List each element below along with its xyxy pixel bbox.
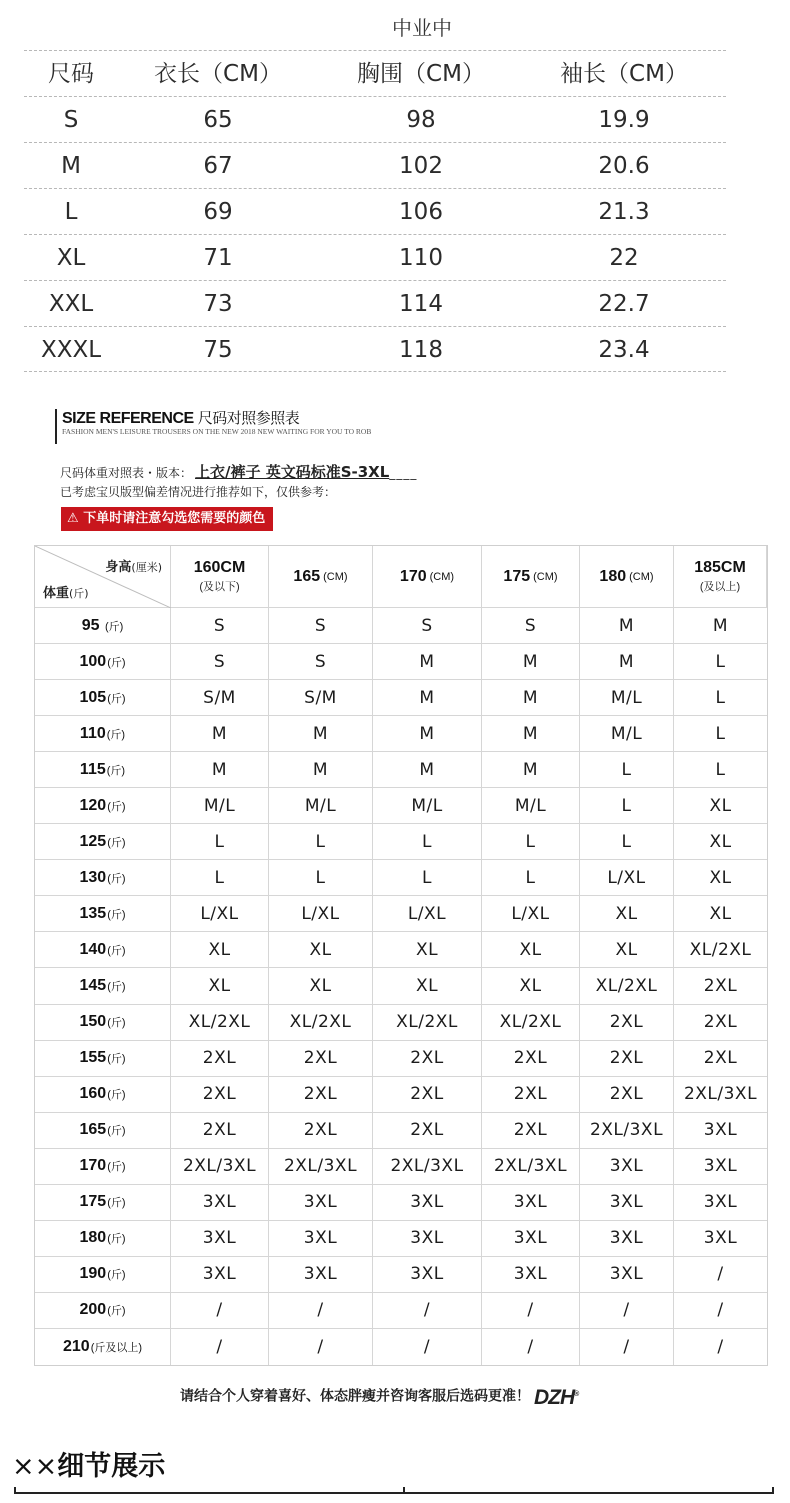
size-recommendation-cell: XL xyxy=(269,932,373,968)
chest-cell: 106 xyxy=(399,199,443,225)
weight-value: 190 xyxy=(79,1265,107,1283)
size-recommendation-cell: S xyxy=(171,644,269,680)
size-recommendation-cell: 3XL xyxy=(674,1221,767,1257)
chest-cell: 102 xyxy=(399,153,443,179)
size-recommendation-cell: M/L xyxy=(373,788,482,824)
size-recommendation-cell: M/L xyxy=(580,680,674,716)
weight-unit: (斤) xyxy=(107,908,126,921)
size-recommendation-cell: M xyxy=(373,752,482,788)
size-recommendation-cell: 2XL xyxy=(674,1041,767,1077)
size-recommendation-cell: S xyxy=(269,644,373,680)
size-recommendation-cell: 2XL xyxy=(674,1005,767,1041)
size-recommendation-cell: / xyxy=(482,1293,580,1329)
size-recommendation-cell: L xyxy=(674,716,767,752)
size-recommendation-cell: L xyxy=(482,824,580,860)
size-recommendation-cell: L/XL xyxy=(580,860,674,896)
weight-value: 170 xyxy=(79,1157,107,1175)
size-recommendation-cell: M xyxy=(171,752,269,788)
measurement-table xyxy=(24,50,726,372)
version-note xyxy=(60,461,417,482)
weight-unit: (斤) xyxy=(107,1305,126,1318)
weight-value: 150 xyxy=(79,1013,107,1031)
size-recommendation-cell: L xyxy=(373,860,482,896)
size-recommendation-cell: M/L xyxy=(482,788,580,824)
size-advice-text: 请结合个人穿着喜好、体态胖瘦并咨询客服后选码更准！ xyxy=(180,1388,530,1405)
size-recommendation-cell: 3XL xyxy=(171,1221,269,1257)
size-recommendation-cell: L xyxy=(269,860,373,896)
header-chest: 胸围（CM） xyxy=(357,61,485,87)
height-unit: (CM) xyxy=(429,570,455,583)
size-recommendation-cell: M xyxy=(482,644,580,680)
length-cell: 69 xyxy=(203,199,233,225)
corner-height-unit: (厘米) xyxy=(131,561,162,574)
size-recommendation-cell: M xyxy=(171,716,269,752)
size-cell: XXL xyxy=(48,291,94,317)
detail-section-title xyxy=(12,1444,165,1483)
size-recommendation-cell: M/L xyxy=(269,788,373,824)
weight-unit: (斤) xyxy=(107,1197,126,1210)
weight-value: 100 xyxy=(79,652,107,670)
length-cell: 71 xyxy=(203,245,233,271)
size-recommendation-cell: 2XL xyxy=(269,1113,373,1149)
size-recommendation-cell: XL/2XL xyxy=(674,932,767,968)
size-recommendation-cell: M/L xyxy=(171,788,269,824)
size-recommendation-cell: 2XL xyxy=(171,1113,269,1149)
weight-unit: (斤及以上) xyxy=(90,1341,143,1354)
height-column-header xyxy=(373,546,482,608)
size-recommendation-cell: 2XL xyxy=(580,1041,674,1077)
weight-row-header xyxy=(35,932,171,968)
size-recommendation-cell: M xyxy=(482,752,580,788)
corner-weight-label xyxy=(43,582,89,601)
size-recommendation-cell: 3XL xyxy=(674,1113,767,1149)
brand-logo-mark: ® xyxy=(574,1391,579,1398)
weight-unit: (斤) xyxy=(107,692,126,705)
weight-value: 115 xyxy=(79,760,106,778)
size-recommendation-cell: M xyxy=(580,644,674,680)
version-note-prefix: 尺码体重对照表・版本： xyxy=(60,466,193,480)
size-recommendation-cell: 3XL xyxy=(580,1221,674,1257)
weight-unit: (斤) xyxy=(107,1269,126,1282)
size-recommendation-cell: L/XL xyxy=(269,896,373,932)
size-recommendation-cell: / xyxy=(717,1336,724,1357)
detail-title-text: 细节展示 xyxy=(57,1451,166,1482)
size-recommendation-cell: 2XL xyxy=(674,968,767,1004)
weight-unit: (斤) xyxy=(107,1017,126,1030)
size-recommendation-cell: XL xyxy=(580,896,674,932)
size-recommendation-cell: XL xyxy=(674,896,767,932)
size-recommendation-cell: 3XL xyxy=(580,1185,674,1221)
size-recommendation-cell: L xyxy=(482,860,580,896)
size-recommendation-cell: XL xyxy=(171,932,269,968)
size-recommendation-cell: S xyxy=(269,608,373,644)
measurement-row xyxy=(24,142,726,188)
chest-cell: 110 xyxy=(399,245,443,271)
size-recommendation-cell: 3XL xyxy=(482,1185,580,1221)
size-recommendation-cell: 3XL xyxy=(674,1185,767,1221)
size-recommendation-cell: / xyxy=(674,1293,767,1329)
size-recommendation-cell: XL/2XL xyxy=(269,1005,373,1041)
size-recommendation-cell: XL/2XL xyxy=(373,1005,482,1041)
color-warning-banner xyxy=(61,507,273,531)
size-recommendation-cell: 3XL xyxy=(482,1221,580,1257)
height-unit: (CM) xyxy=(533,570,558,583)
weight-row-header xyxy=(35,1113,171,1149)
size-recommendation-cell: 2XL/3XL xyxy=(171,1149,269,1185)
size-recommendation-cell: M xyxy=(373,716,482,752)
size-recommendation-cell: 3XL xyxy=(373,1185,482,1221)
sleeve-cell: 21.3 xyxy=(598,199,650,225)
size-recommendation-cell: 2XL xyxy=(482,1077,580,1113)
size-recommendation-cell: L xyxy=(580,788,674,824)
size-recommendation-cell: 2XL xyxy=(269,1041,373,1077)
corner-weight-unit: (斤) xyxy=(69,587,89,600)
length-cell: 67 xyxy=(203,153,233,179)
weight-row-header xyxy=(35,1329,171,1365)
size-reference-title-en: SIZE REFERENCE xyxy=(62,410,194,427)
weight-row-header xyxy=(35,752,171,788)
size-reference-title xyxy=(62,407,299,428)
size-recommendation-cell: L xyxy=(580,752,674,788)
weight-unit: (斤) xyxy=(107,1053,126,1066)
size-recommendation-cell: / xyxy=(269,1329,373,1365)
size-recommendation-cell: L/XL xyxy=(171,896,269,932)
weight-row-header xyxy=(35,1185,171,1221)
size-grid xyxy=(34,545,768,1366)
weight-row-header xyxy=(35,644,171,680)
size-recommendation-cell: / xyxy=(269,1293,373,1329)
size-recommendation-cell: XL xyxy=(674,788,767,824)
weight-value: 160 xyxy=(79,1085,107,1103)
size-recommendation-cell: XL xyxy=(674,860,767,896)
height-unit: (CM) xyxy=(629,570,654,583)
size-cell: XXXL xyxy=(40,337,102,363)
size-recommendation-cell: 2XL xyxy=(171,1077,269,1113)
size-reference-subtitle: FASHION MEN'S LEISURE TROUSERS ON THE NEW 2018 NEW WAITING FOR YOU TO ROB xyxy=(62,427,372,436)
sleeve-cell: 20.6 xyxy=(598,153,650,179)
weight-value: 130 xyxy=(79,868,107,886)
weight-row-header xyxy=(35,608,171,644)
weight-unit: (斤) xyxy=(107,1089,126,1102)
size-recommendation-cell: 2XL/3XL xyxy=(580,1113,674,1149)
size-recommendation-cell: 2XL xyxy=(269,1077,373,1113)
chest-cell: 114 xyxy=(399,291,443,317)
size-cell: XL xyxy=(56,245,86,271)
heading-accent-bar xyxy=(55,409,57,444)
size-recommendation-cell: S xyxy=(482,608,580,644)
weight-unit: (斤) xyxy=(107,1161,126,1174)
weight-row-header xyxy=(35,1077,171,1113)
weight-value: 120 xyxy=(79,796,107,814)
size-recommendation-cell: XL xyxy=(171,968,269,1004)
weight-value: 165 xyxy=(79,1121,107,1139)
weight-value: 135 xyxy=(79,904,107,922)
brand-logo-text: DZH xyxy=(534,1386,575,1409)
corner-height-label xyxy=(105,556,162,575)
weight-unit: (斤) xyxy=(107,1233,126,1246)
size-recommendation-cell: 2XL/3XL xyxy=(373,1149,482,1185)
size-recommendation-cell: XL/2XL xyxy=(482,1005,580,1041)
header-sleeve: 袖长（CM） xyxy=(560,61,688,87)
size-recommendation-cell: M xyxy=(580,608,674,644)
size-recommendation-cell: L xyxy=(269,824,373,860)
measurement-row xyxy=(24,234,726,280)
weight-value: 105 xyxy=(79,688,107,706)
size-recommendation-cell: / xyxy=(580,1329,674,1365)
height-value: 170 xyxy=(399,567,427,585)
size-recommendation-cell: 3XL xyxy=(674,1149,767,1185)
size-recommendation-cell: / xyxy=(373,1293,482,1329)
size-recommendation-cell: 3XL xyxy=(373,1257,482,1293)
weight-value: 145 xyxy=(79,976,107,994)
size-advice xyxy=(180,1383,578,1410)
weight-value: 155 xyxy=(79,1049,107,1067)
weight-value: 110 xyxy=(79,724,106,742)
detail-title-prefix: ×× xyxy=(12,1451,58,1482)
sleeve-cell: 22 xyxy=(609,245,639,271)
size-recommendation-cell: XL xyxy=(674,824,767,860)
weight-row-header xyxy=(35,1149,171,1185)
weight-row-header xyxy=(35,1293,171,1329)
length-cell: 65 xyxy=(203,107,233,133)
corner-height-text: 身高 xyxy=(105,560,132,575)
size-recommendation-cell: XL xyxy=(269,968,373,1004)
size-recommendation-cell: M xyxy=(269,752,373,788)
top-caption: 中业中 xyxy=(392,16,452,40)
size-recommendation-cell: M/L xyxy=(580,716,674,752)
size-recommendation-cell: 2XL xyxy=(373,1041,482,1077)
weight-unit: (斤) xyxy=(107,836,126,849)
size-recommendation-cell: 2XL xyxy=(373,1077,482,1113)
corner-weight-text: 体重 xyxy=(43,586,70,601)
warning-text: 下单时请注意勾选您需要的颜色 xyxy=(83,511,266,526)
measurement-row xyxy=(24,280,726,326)
weight-value: 200 xyxy=(79,1301,107,1319)
weight-unit: (斤) xyxy=(106,728,126,741)
size-recommendation-cell: XL/2XL xyxy=(580,968,674,1004)
size-recommendation-cell: 2XL xyxy=(580,1005,674,1041)
weight-row-header xyxy=(35,1041,171,1077)
weight-row-header xyxy=(35,824,171,860)
height-column-header xyxy=(482,546,580,608)
weight-unit: (斤) xyxy=(107,944,126,957)
header-size: 尺码 xyxy=(48,61,94,87)
warning-icon: ⚠ xyxy=(67,511,84,526)
height-column-header xyxy=(674,546,767,608)
weight-value: 95 xyxy=(81,616,104,634)
weight-value: 140 xyxy=(79,940,107,958)
weight-row-header xyxy=(35,896,171,932)
measurement-row xyxy=(24,326,726,372)
size-recommendation-cell: 3XL xyxy=(482,1257,580,1293)
size-cell: S xyxy=(63,107,79,133)
weight-row-header xyxy=(35,1221,171,1257)
version-underline: ____ xyxy=(389,466,418,480)
size-recommendation-cell: 3XL xyxy=(269,1185,373,1221)
size-recommendation-cell: M xyxy=(674,608,767,644)
sleeve-cell: 19.9 xyxy=(598,107,650,133)
weight-value: 125 xyxy=(79,832,107,850)
size-recommendation-cell: / xyxy=(674,1257,767,1293)
weight-row-header xyxy=(35,968,171,1004)
size-recommendation-cell: M xyxy=(482,680,580,716)
version-label: 上衣/裤子 英文码标准S-3XL xyxy=(195,463,390,481)
size-recommendation-cell: L/XL xyxy=(373,896,482,932)
size-recommendation-cell: / xyxy=(482,1329,580,1365)
size-recommendation-cell: 3XL xyxy=(580,1257,674,1293)
size-recommendation-cell: 3XL xyxy=(580,1149,674,1185)
size-recommendation-cell: L xyxy=(373,824,482,860)
size-reference-title-cn: 尺码对照参照表 xyxy=(197,409,300,427)
size-cell: L xyxy=(64,199,78,225)
size-recommendation-cell: 2XL xyxy=(482,1041,580,1077)
size-recommendation-cell: XL xyxy=(580,932,674,968)
size-recommendation-cell: / xyxy=(373,1329,482,1365)
size-recommendation-cell: L xyxy=(674,680,767,716)
weight-unit: (斤) xyxy=(107,980,126,993)
height-value: 165 xyxy=(293,567,321,585)
header-length: 衣长（CM） xyxy=(154,61,282,87)
height-column-header xyxy=(580,546,674,608)
size-recommendation-cell: 3XL xyxy=(171,1185,269,1221)
size-recommendation-cell: 2XL/3XL xyxy=(674,1077,767,1113)
weight-value: 180 xyxy=(79,1229,107,1247)
size-recommendation-cell: 2XL xyxy=(171,1041,269,1077)
length-cell: 75 xyxy=(203,337,233,363)
size-recommendation-cell: 2XL xyxy=(482,1113,580,1149)
size-recommendation-cell: M xyxy=(482,716,580,752)
size-recommendation-cell: XL/2XL xyxy=(171,1005,269,1041)
size-recommendation-cell: XL xyxy=(482,932,580,968)
size-recommendation-cell: L xyxy=(171,860,269,896)
size-recommendation-cell: L xyxy=(674,752,767,788)
measurement-row xyxy=(24,188,726,234)
height-value: 175 xyxy=(503,567,531,585)
measurement-header-row xyxy=(24,50,726,96)
measurement-row xyxy=(24,96,726,142)
size-recommendation-cell: 3XL xyxy=(269,1221,373,1257)
size-recommendation-cell: / xyxy=(580,1293,674,1329)
weight-row-header xyxy=(35,1005,171,1041)
weight-unit: (斤) xyxy=(107,656,126,669)
size-recommendation-cell: L xyxy=(171,824,269,860)
size-recommendation-cell: L xyxy=(674,644,767,680)
size-recommendation-cell: S/M xyxy=(171,680,269,716)
height-unit: (CM) xyxy=(323,570,348,583)
sleeve-cell: 23.4 xyxy=(598,337,650,363)
height-value: 160CM xyxy=(193,559,246,576)
section-divider xyxy=(14,1492,774,1494)
size-recommendation-cell: XL xyxy=(482,968,580,1004)
size-recommendation-cell: 2XL/3XL xyxy=(269,1149,373,1185)
size-recommendation-cell: L xyxy=(580,824,674,860)
weight-unit: (斤) xyxy=(107,800,126,813)
sleeve-cell: 22.7 xyxy=(598,291,650,317)
height-value: 180 xyxy=(599,567,627,585)
size-recommendation-cell: 3XL xyxy=(269,1257,373,1293)
height-value: 185CM xyxy=(694,559,746,576)
size-recommendation-cell: 2XL/3XL xyxy=(482,1149,580,1185)
weight-row-header xyxy=(35,1257,171,1293)
weight-unit: (斤) xyxy=(107,872,126,885)
weight-row-header xyxy=(35,788,171,824)
weight-row-header xyxy=(35,860,171,896)
size-recommendation-cell: M xyxy=(269,716,373,752)
brand-logo xyxy=(534,1386,578,1409)
size-recommendation-cell: S/M xyxy=(269,680,373,716)
chest-cell: 98 xyxy=(406,107,436,133)
size-recommendation-cell: XL xyxy=(373,932,482,968)
size-recommendation-cell: S xyxy=(171,608,269,644)
weight-value: 210 xyxy=(62,1337,90,1355)
reference-disclaimer: 已考虑宝贝版型偏差情况进行推荐如下，仅供参考： xyxy=(60,485,337,499)
weight-value: 175 xyxy=(79,1193,107,1211)
size-recommendation-cell: L/XL xyxy=(482,896,580,932)
height-column-header xyxy=(171,546,269,608)
height-qualifier: (及以上) xyxy=(699,581,741,593)
weight-unit: (斤) xyxy=(104,620,124,633)
size-recommendation-cell: XL xyxy=(373,968,482,1004)
size-recommendation-cell: 2XL xyxy=(373,1113,482,1149)
size-recommendation-cell: 3XL xyxy=(171,1257,269,1293)
length-cell: 73 xyxy=(203,291,233,317)
weight-row-header xyxy=(35,680,171,716)
size-recommendation-cell: 2XL xyxy=(580,1077,674,1113)
height-column-header xyxy=(269,546,373,608)
size-recommendation-cell: M xyxy=(373,644,482,680)
size-recommendation-cell: M xyxy=(373,680,482,716)
size-recommendation-cell: / xyxy=(171,1293,269,1329)
size-cell: M xyxy=(61,153,81,179)
size-recommendation-cell: S xyxy=(373,608,482,644)
weight-row-header xyxy=(35,716,171,752)
chest-cell: 118 xyxy=(399,337,443,363)
size-recommendation-cell: / xyxy=(171,1329,269,1365)
size-recommendation-cell: 3XL xyxy=(373,1221,482,1257)
grid-corner-cell xyxy=(35,546,171,608)
weight-unit: (斤) xyxy=(107,1125,126,1138)
weight-unit: (斤) xyxy=(106,764,126,777)
height-qualifier: (及以下) xyxy=(199,581,240,593)
